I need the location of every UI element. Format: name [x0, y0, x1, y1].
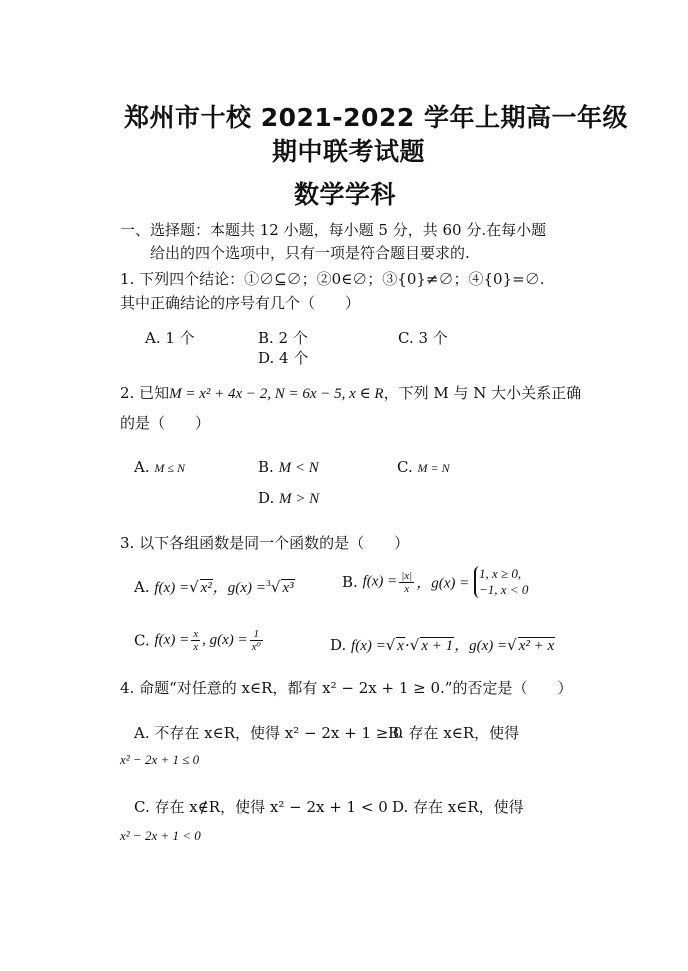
function-f: f(x) = [351, 638, 386, 654]
question-4-option-b-cont: x² − 2x + 1 ≤ 0 [120, 752, 200, 767]
option-expression: M < N [278, 460, 319, 476]
option-expression: M = N [417, 461, 450, 475]
question-4-option-c[interactable]: C. 存在 x∉R，使得 x² − 2x + 1 < 0 [134, 798, 388, 816]
question-3-option-b[interactable] [342, 566, 528, 598]
function-g: ，g(x) = [416, 575, 470, 592]
question-2-stem-cont: 的是（ ） [120, 414, 211, 432]
piecewise-brace [474, 566, 528, 598]
radicand: x [397, 638, 404, 654]
question-2-expression: M = x² + 4x − 2, N = 6x − 5, x ∈ R [169, 386, 384, 402]
root-index: 3 [265, 579, 271, 588]
question-4-option-a[interactable]: A. 不存在 x∈R，使得 x² − 2x + 1 ≥ 0 [134, 724, 403, 742]
option-label: A. [134, 578, 150, 596]
option-label: C. [134, 631, 150, 650]
option-expression: M ≤ N [154, 461, 185, 475]
option-label: D. [258, 489, 275, 507]
option-label: D. [330, 636, 347, 654]
fraction [250, 628, 263, 653]
fraction [191, 628, 200, 653]
section-heading: 一、选择题：本题共 12 小题，每小题 5 分，共 60 分.在每小题 [120, 221, 547, 239]
question-3-option-c[interactable] [134, 628, 265, 653]
question-2-option-b[interactable] [258, 458, 319, 477]
radicand: x² [200, 580, 212, 596]
fraction [399, 570, 414, 595]
radicand: x + 1 [421, 638, 454, 654]
option-label: B. [342, 573, 358, 591]
sqrt-icon: √ [385, 636, 396, 654]
question-2-option-c[interactable] [397, 458, 450, 476]
function-f: f(x) = [362, 573, 398, 590]
exam-title-line2: 期中联考试题 [272, 137, 426, 166]
piecewise-case-2: −1, x < 0 [479, 582, 529, 597]
option-label: B. [258, 458, 274, 476]
function-f: f(x) = [154, 580, 190, 596]
sqrt-icon: √ [189, 578, 199, 596]
fraction-denominator: x [193, 641, 199, 653]
question-2-option-d[interactable] [258, 489, 319, 508]
question-3-stem: 3. 以下各组函数是同一个函数的是（ ） [120, 534, 410, 552]
function-f: f(x) = [154, 632, 190, 648]
question-4-stem: 4. 命题“对任意的 x∈R，都有 x² − 2x + 1 ≥ 0.”的否定是（ ） [120, 679, 573, 697]
function-g: ，g(x) = [454, 638, 508, 654]
fraction-numerator: |x| [401, 569, 413, 582]
exam-title-line1: 郑州市十校 2021-2022 学年上期高一年级 [124, 103, 628, 132]
piecewise-case-1: 1, x ≥ 0, [479, 566, 522, 581]
question-3-option-a[interactable] [134, 576, 295, 597]
function-g: ，g(x) = [212, 580, 266, 596]
option-expression: M > N [279, 491, 320, 507]
radicand: x³ [282, 580, 294, 596]
question-2-stem [120, 382, 581, 403]
fraction-denominator: x [404, 582, 410, 595]
question-1-option-a[interactable]: A. 1 个 [145, 329, 195, 347]
fraction-denominator: x⁰ [251, 641, 261, 653]
section-instructions: 给出的四个选项中，只有一项是符合题目要求的. [150, 244, 470, 262]
question-1-option-c[interactable]: C. 3 个 [398, 329, 448, 347]
sqrt-icon: √ [409, 636, 420, 654]
option-label: C. [397, 458, 413, 476]
multiply-dot: · [404, 636, 410, 654]
option-label: A. [134, 458, 150, 476]
question-2-suffix: ，下列 M 与 N 大小关系正确 [383, 384, 582, 402]
question-1-option-b[interactable]: B. 2 个 [258, 329, 308, 347]
fraction-numerator: 1 [250, 628, 263, 641]
radicand: x² + x [518, 638, 555, 654]
question-1-stem: 1. 下列四个结论：①∅⊆∅；②0∈∅；③{0}≠∅；④{0}=∅. [120, 270, 545, 288]
question-4-option-b[interactable]: B. 存在 x∈R，使得 [388, 724, 520, 742]
question-2-prefix: 2. 已知 [120, 384, 170, 402]
sqrt-icon: √ [507, 636, 517, 654]
fraction-numerator: x [193, 628, 199, 640]
subject-title: 数学学科 [294, 180, 397, 209]
question-2-option-a[interactable] [134, 458, 185, 476]
question-3-option-d[interactable] [330, 634, 555, 655]
question-1-option-d[interactable]: D. 4 个 [258, 349, 309, 367]
function-g: , g(x) = [202, 632, 248, 648]
question-1-stem-cont: 其中正确结论的序号有几个（ ） [120, 294, 361, 312]
question-4-option-d-cont: x² − 2x + 1 < 0 [120, 828, 201, 843]
question-4-option-d[interactable]: D. 存在 x∈R，使得 [392, 798, 524, 816]
sqrt-icon: √ [270, 578, 281, 596]
